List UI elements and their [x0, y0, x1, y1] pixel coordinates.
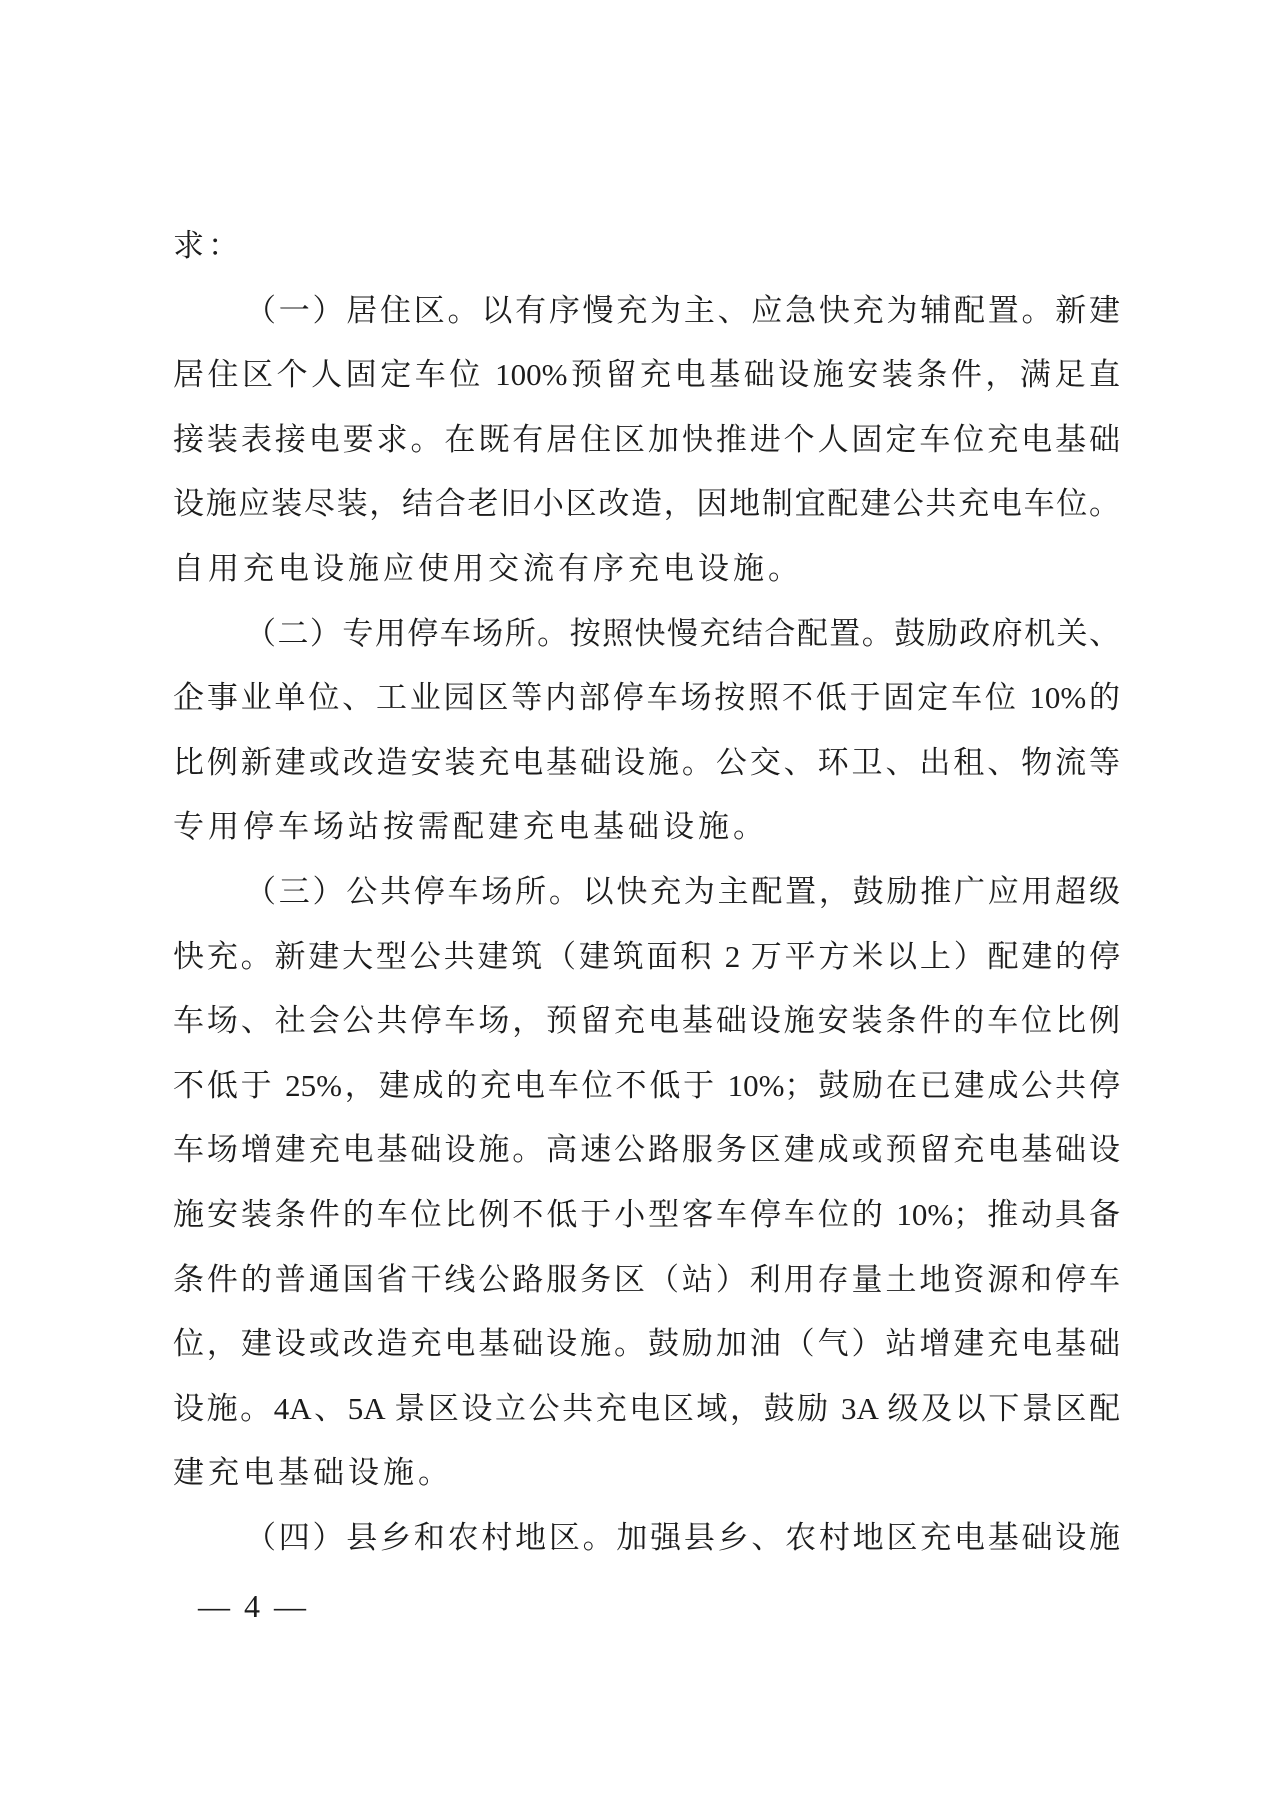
text-line: 条件的普通国省干线公路服务区（站）利用存量土地资源和停车 — [173, 1261, 1120, 1297]
text-line: 建充电基础设施。 — [173, 1455, 453, 1491]
text-line: 车场、社会公共停车场，预留充电基础设施安装条件的车位比例 — [173, 1003, 1120, 1039]
text-line: 设施应装尽装，结合老旧小区改造，因地制宜配建公共充电车位。 — [173, 486, 1120, 522]
page-number: — 4 — — [198, 1588, 309, 1624]
text-line: 求： — [173, 228, 243, 263]
text-line: 不低于 25%，建成的充电车位不低于 10%；鼓励在已建成公共停 — [173, 1067, 1120, 1103]
text-line: 企事业单位、工业园区等内部停车场按照不低于固定车位 10%的 — [173, 680, 1120, 716]
text-line: 接装表接电要求。在既有居住区加快推进个人固定车位充电基础 — [173, 421, 1120, 457]
text-line: （一）居住区。以有序慢充为主、应急快充为辅配置。新建 — [245, 292, 1120, 328]
text-line: （三）公共停车场所。以快充为主配置，鼓励推广应用超级 — [245, 873, 1120, 909]
text-line: 快充。新建大型公共建筑（建筑面积 2 万平方米以上）配建的停 — [173, 938, 1120, 974]
text-line: 设施。4A、5A 景区设立公共充电区域，鼓励 3A 级及以下景区配 — [173, 1390, 1120, 1426]
text-line: 车场增建充电基础设施。高速公路服务区建成或预留充电基础设 — [173, 1132, 1120, 1168]
text-line: （四）县乡和农村地区。加强县乡、农村地区充电基础设施 — [245, 1519, 1120, 1555]
text-line: 居住区个人固定车位 100%预留充电基础设施安装条件，满足直 — [173, 357, 1120, 393]
document-text-block — [173, 214, 1120, 1570]
text-line: 位，建设或改造充电基础设施。鼓励加油（气）站增建充电基础 — [173, 1326, 1120, 1362]
text-line: 自用充电设施应使用交流有序充电设施。 — [173, 550, 803, 586]
text-line: 施安装条件的车位比例不低于小型客车停车位的 10%；推动具备 — [173, 1196, 1120, 1232]
text-line: 专用停车场站按需配建充电基础设施。 — [173, 809, 768, 845]
text-line: （二）专用停车场所。按照快慢充结合配置。鼓励政府机关、 — [245, 615, 1120, 651]
text-line: 比例新建或改造安装充电基础设施。公交、环卫、出租、物流等 — [173, 744, 1120, 780]
